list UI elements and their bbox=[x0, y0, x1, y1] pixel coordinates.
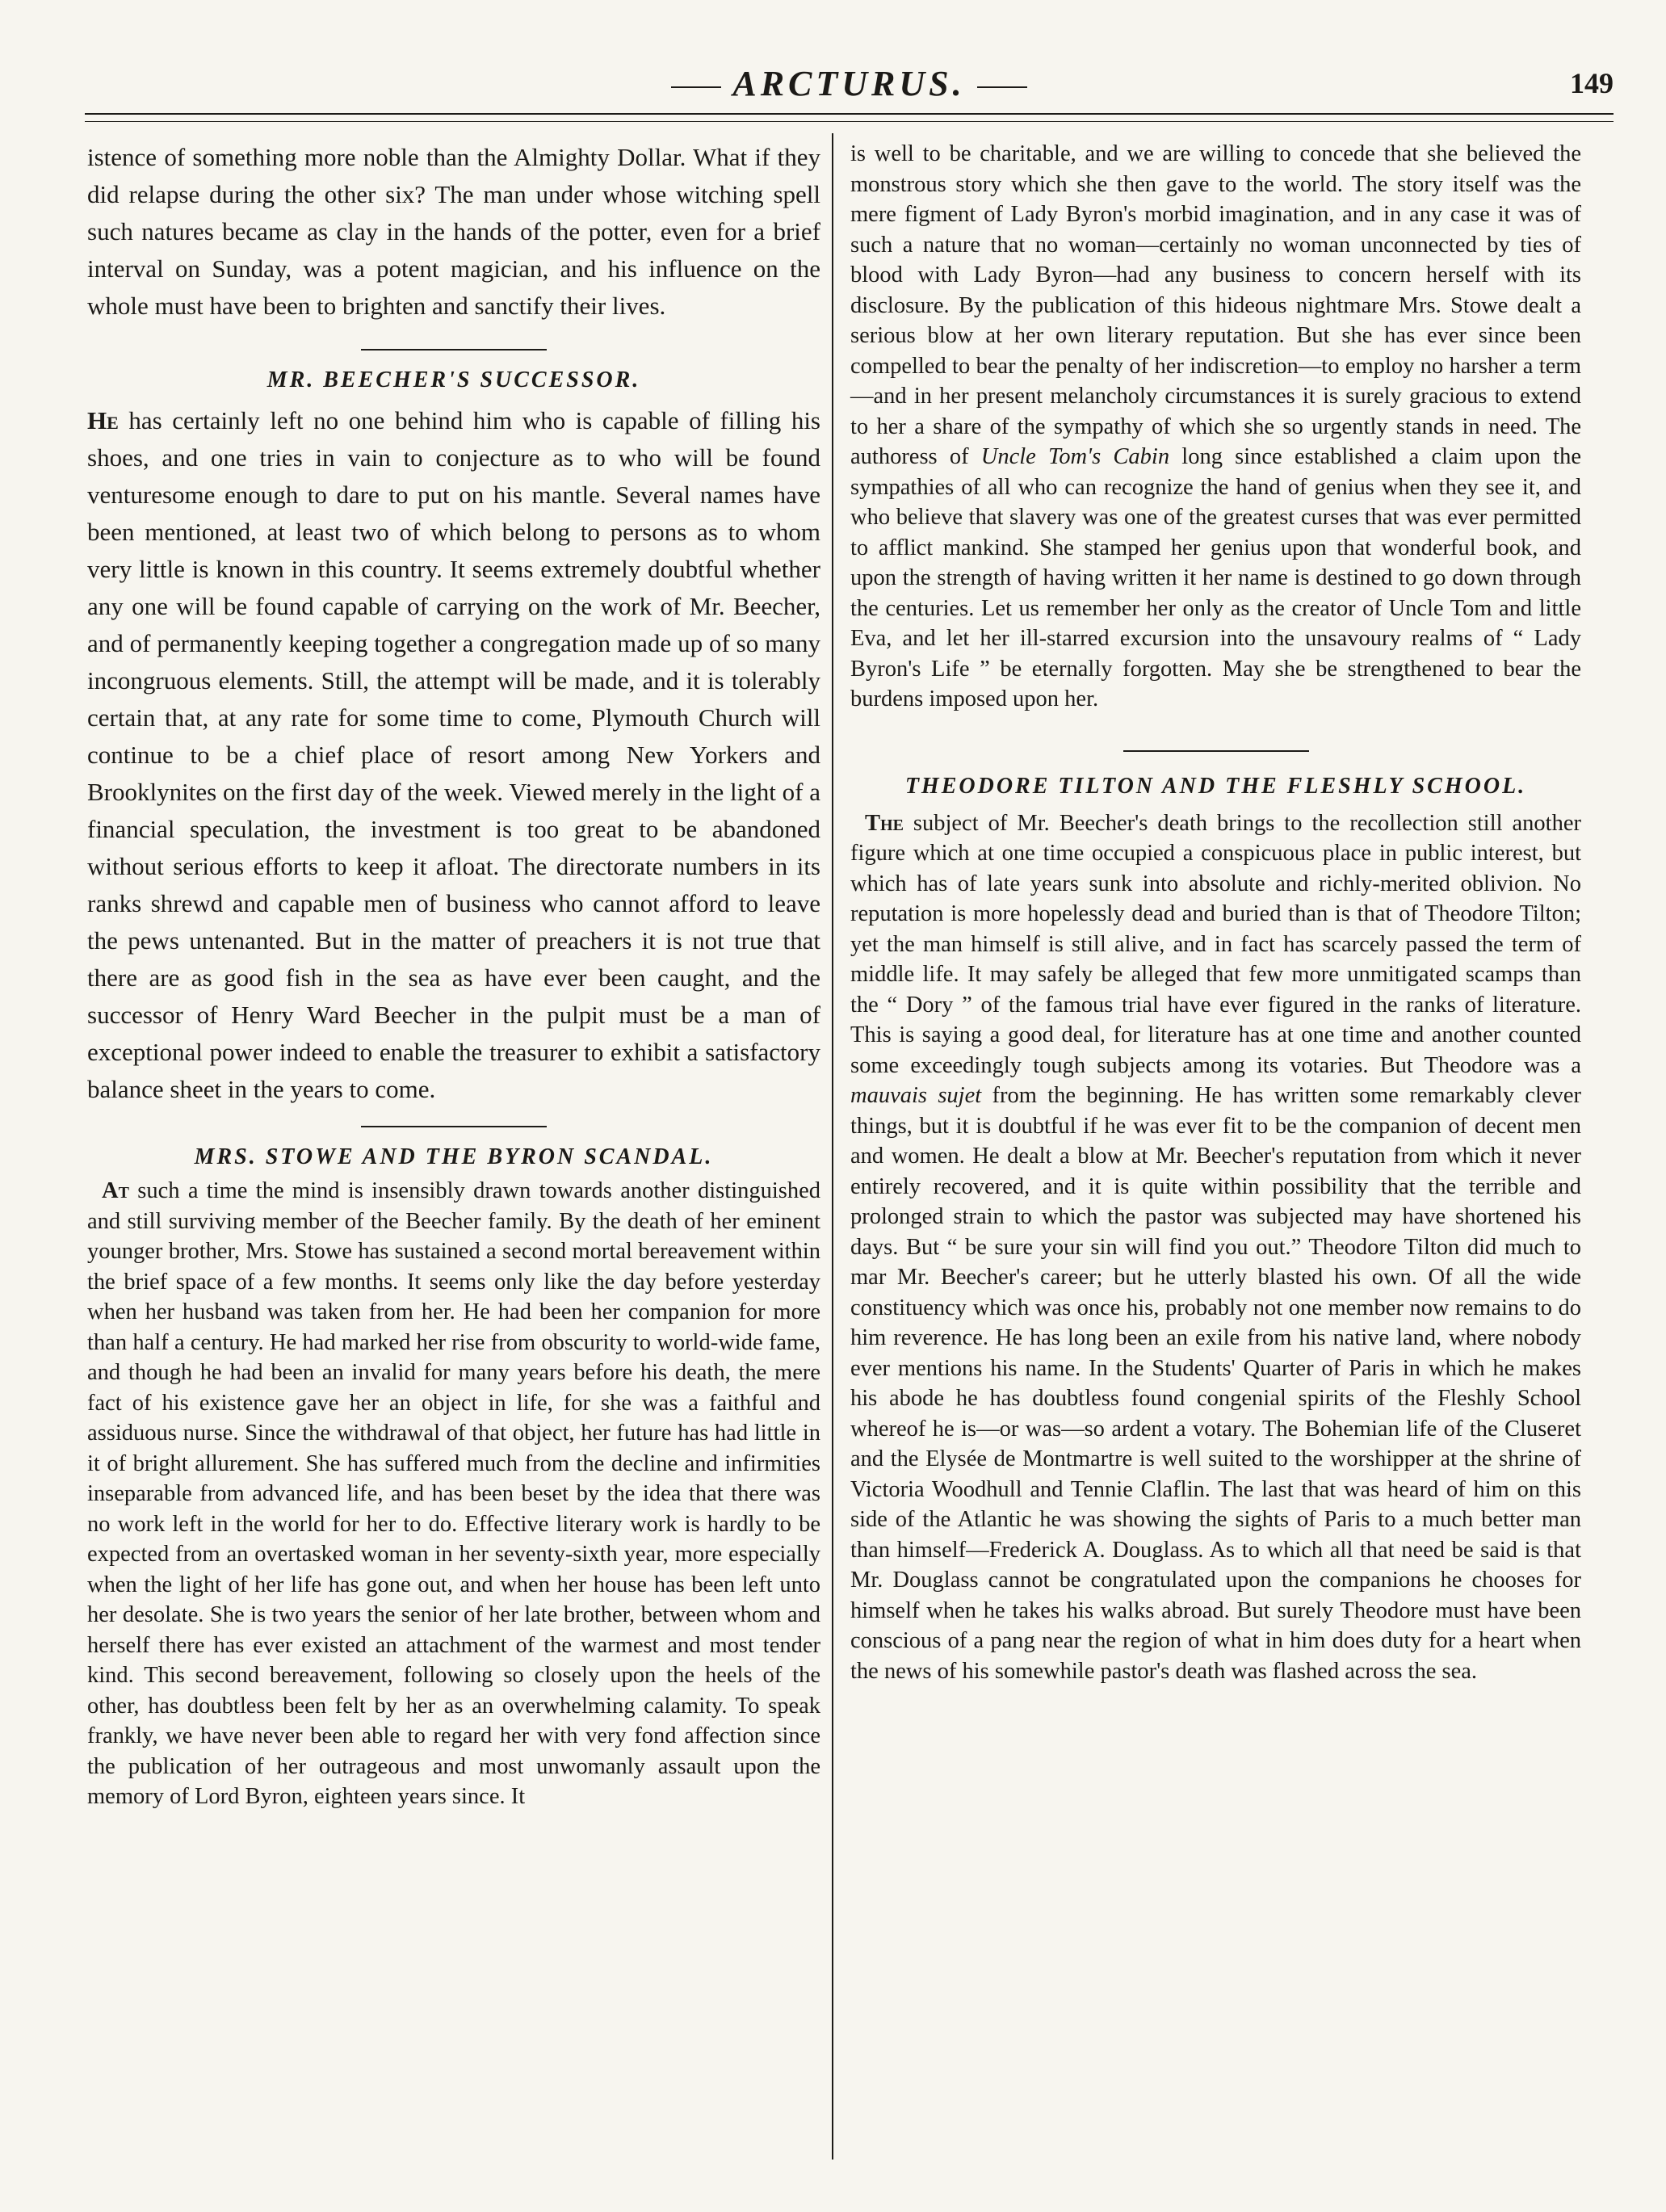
header-rule-thin bbox=[85, 121, 1614, 122]
paragraph-text: is well to be charitable, and we are willing to concede that she believed the monstrous story which she then gave to the world. The story itself was the mere figment of Lady Byron's morbid imagination, and in any case it was of such a nature that no woman—certainly no woman unconnected by ties of blood with Lady Byron—had any business to concern herself with its disclosure. By the publication of this hideous nightmare Mrs. Stowe dealt a serious blow at her own literary reputation. But she has ever since been compelled to bear the penalty of her indiscretion—to employ no harsher a term—and in her present melancholy circumstances it is surely gracious to extend to her a share of the sympathy of which she so urgently stands in need. The authoress of bbox=[850, 141, 1581, 469]
paragraph-text: from the beginning. He has written some remarkably clever things, but it is doubtful if he was ever fit to be the companion of decent men and women. He dealt a blow at Mr. Beecher's reputation from which it never entirely recovered, and it is quite within possibility that the terrible and prolonged strain to which the pastor was subjected may have shortened his days. But “ be sure your sin will find you out.” Theodore Tilton did much to mar Mr. Beecher's career; but he utterly blasted his own. Of all the wide constituency which was once his, probably not one member now remains to do him reverence. He has long been an exile from his native land, where nobody ever mentions his name. In the Students' Quarter of Paris in which he makes his abode he has doubtless found congenial spirits of the Fleshly School whereof he is—or was—so ardent a votary. The Bohemian life of the Cluseret and the Elysée de Montmartre is well suited to the worshipper at the shrine of Victoria Woodhull and Tennie Claflin. The last that was heard of him on this side of the Atlantic he was showing the sights of Paris to a much better man than himself—Frederick A. Douglass. As to which all that need be said is that Mr. Douglass cannot be congratulated upon the companions he chooses for himself when he takes his walks abroad. But surely Theodore must have been conscious of a pang near the region of what in him does duty for a heart when the news of his somewhile pastor's death was flashed across the sea. bbox=[850, 1083, 1581, 1684]
book-title: Uncle Tom's Cabin bbox=[980, 444, 1170, 469]
successor-paragraph bbox=[87, 402, 820, 1108]
title-dash-left bbox=[671, 86, 721, 88]
lead-in-word: At bbox=[102, 1178, 129, 1203]
page-number: 149 bbox=[1570, 67, 1614, 99]
lead-in-word: He bbox=[87, 406, 119, 434]
journal-title bbox=[85, 63, 1614, 104]
left-column bbox=[87, 139, 820, 2151]
foreign-phrase: mauvais sujet bbox=[850, 1083, 982, 1108]
section-heading-stowe: MRS. STOWE AND THE BYRON SCANDAL. bbox=[194, 1144, 714, 1169]
paragraph-text: such a time the mind is insensibly drawn towards another distinguished and still surviving member of the Beecher family. By the death of her eminent younger brother, Mrs. Stowe has sustained a second mortal bereavement within the brief space of a few months. It seems only like the day before yesterday when her husband was taken from her. He had been her companion for more than half a century. He had marked her rise from obscurity to world-wide fame, and though he had been an invalid for many years before his death, the mere fact of his existence gave her an object in life, for she was a faithful and assiduous nurse. Since the withdrawal of that object, her future has had little in it of bright allurement. She has suffered much from the decline and infirmities inseparable from advanced life, and has been beset by the idea that there was no work left in the world for her to do. Effective literary work is hardly to be expected from an overtasked woman in her seventy-sixth year, more especially when the light of her life has gone out, and when her house has been left unto her desolate. She is two years the senior of her late brother, between whom and herself there has ever existed an attachment of the warmest and most tender kind. This second bereavement, following so closely upon the heels of the other, has doubtless been felt by her as an overwhelming calamity. To speak frankly, we have never been able to regard her with very fond affection since the publication of her outrageous and most unwomanly assault upon the memory of Lord Byron, eighteen years since. It bbox=[87, 1178, 820, 1809]
paragraph-text: long since established a claim upon the sympathies of all who can recognize the hand of genius when they see it, and who believe that slavery was one of the greatest curses that was ever permitted to afflict mankind. She stamped her genius upon that wonderful book, and upon the strength of having written it her name is destined to go down through the centuries. Let us remember her only as the creator of Uncle Tom and little Eva, and let her ill-starred excursion into the unsavoury realms of “ Lady Byron's Life ” be eternally forgotten. May she be strengthened to bear the burdens imposed upon her. bbox=[850, 444, 1581, 711]
tilton-paragraph bbox=[850, 808, 1581, 1687]
journal-title-text: ARCTURUS. bbox=[732, 64, 966, 103]
paragraph-text: subject of Mr. Beecher's death brings to the recollection still another figure which at one time occupied a conspicuous place in public interest, but which has of late years sunk into absolute and richly-merited oblivion. No reputation is more hopelessly dead and buried than is that of Theodore Tilton; yet the man himself is still alive, and in fact has scarcely passed the term of middle life. It may safely be alleged that few more unmitigated scamps than the “ Dory ” of the famous trial have ever figured in the ranks of literature. This is saying a good deal, for literature has at one time and another counted some exceedingly tough subjects among its votaries. But Theodore was a bbox=[850, 810, 1581, 1078]
header-rule bbox=[85, 113, 1614, 115]
section-heading-successor: MR. BEECHER'S SUCCESSOR. bbox=[266, 367, 641, 392]
continued-paragraph: istence of something more noble than the Almighty Dollar. What if they did relapse during the other six? The man under whose witching spell such natures became as clay in the hands of the potter, even for a brief interval on Sunday, was a potent magician, and his influence on the whole must have been to brighten and sanctify their lives. bbox=[87, 143, 820, 320]
section-heading-tilton: THEODORE TILTON AND THE FLESHLY SCHOOL. bbox=[904, 773, 1527, 799]
stowe-paragraph bbox=[87, 1176, 820, 1812]
title-dash-right bbox=[977, 86, 1027, 88]
stowe-section bbox=[87, 1176, 820, 1812]
lead-in-word: The bbox=[865, 810, 904, 836]
paragraph-text: has certainly left no one behind him who is capable of filling his shoes, and one tries in vain to conjecture as to who will be found venturesome enough to dare to put on his mantle. Several names have been mentioned, at least two of which belong to persons as to whom very little is known in this country. It seems extremely doubtful whether any one will be found capable of carrying on the work of Mr. Beecher, and of permanently keeping together a congregation made up of so many incongruous elements. Still, the attempt will be made, and it is tolerably certain that, at any rate for some time to come, Plymouth Church will continue to be a chief place of resort among New Yorkers and Brooklynites on the first day of the week. Viewed merely in the light of a financial speculation, the investment is too great to be abandoned without serious efforts to keep it afloat. The directorate numbers in its ranks shrewd and capable men of business who cannot afford to leave the pews untenanted. But in the matter of preachers it is not true that there are as good fish in the sea as have ever been caught, and the successor of Henry Ward Beecher in the pulpit must be a man of exceptional power indeed to enable the treasurer to exhibit a satisfactory balance sheet in the years to come. bbox=[87, 406, 820, 1103]
right-column bbox=[850, 139, 1581, 2151]
running-head bbox=[85, 63, 1614, 111]
column-divider bbox=[832, 133, 833, 2160]
stowe-paragraph-continued bbox=[850, 139, 1581, 715]
